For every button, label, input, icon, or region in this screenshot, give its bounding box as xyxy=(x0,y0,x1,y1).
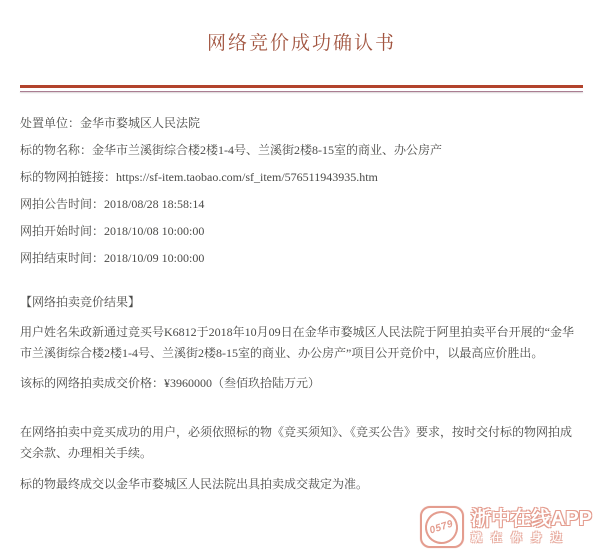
field-label: 网拍开始时间： xyxy=(20,224,105,238)
field-row-subject-name xyxy=(20,137,583,164)
auction-link-url: https://sf-item.taobao.com/sf_item/576511943935.htm xyxy=(116,170,378,184)
field-label: 网拍公告时间： xyxy=(20,197,105,211)
result-section-heading: 【网络拍卖竞价结果】 xyxy=(20,295,141,309)
field-value: 2018/08/28 18:58:14 xyxy=(104,197,205,211)
field-label: 处置单位： xyxy=(20,116,81,130)
document-title: 网络竞价成功确认书 xyxy=(206,33,396,54)
logo-stamp-circle xyxy=(421,506,463,548)
watermark-text-block xyxy=(471,508,592,546)
logo-area-code: 0579 xyxy=(428,518,456,536)
field-row-announce-time xyxy=(20,191,583,218)
divider-thin-line xyxy=(20,91,583,92)
divider-thick-line xyxy=(20,85,583,88)
auction-result-section xyxy=(20,292,583,394)
watermark-app-name: 浙中在线APP xyxy=(470,508,592,530)
field-row-auction-link xyxy=(20,164,583,191)
field-row-start-time xyxy=(20,218,583,245)
final-ruling-note: 标的物最终成交以金华市婺城区人民法院出具拍卖成交裁定为准。 xyxy=(20,477,369,491)
notes-section xyxy=(20,422,583,495)
field-label: 标的物名称： xyxy=(20,143,93,157)
payment-obligation-note: 在网络拍卖中竞买成功的用户，必须依照标的物《竞买须知》、《竞买公告》要求，按时交付标的物网拍成交余款、办理相关手续。 xyxy=(20,425,573,460)
watermark-slogan: 就在你身边 xyxy=(470,532,571,544)
field-value: 2018/10/09 10:00:00 xyxy=(104,251,205,265)
field-row-disposal-unit xyxy=(20,110,583,137)
field-value: 2018/10/08 10:00:00 xyxy=(104,224,205,238)
winning-bid-paragraph: 用户姓名朱政新通过竞买号K6812于2018年10月09日在金华市婺城区人民法院于阿里拍卖平台开展的“金华市兰溪街综合楼2楼1-4号、兰溪街2楼8-15室的商业、办公房产”项目公开竞价中，以最高应价胜出。 xyxy=(20,325,574,360)
final-price-line: 该标的网络拍卖成交价格：¥3960000（叁佰玖拾陆万元） xyxy=(20,376,321,390)
field-label: 网拍结束时间： xyxy=(20,251,105,265)
field-row-end-time xyxy=(20,245,583,272)
title-divider xyxy=(20,85,583,92)
zhezhong-logo-icon xyxy=(420,506,464,548)
zhezhong-online-app-watermark xyxy=(420,506,592,548)
fields-list xyxy=(20,110,583,272)
field-value: 金华市兰溪街综合楼2楼1-4号、兰溪街2楼8-15室的商业、办公房产 xyxy=(92,143,443,157)
field-value: 金华市婺城区人民法院 xyxy=(80,116,201,130)
field-label: 标的物网拍链接： xyxy=(20,170,117,184)
